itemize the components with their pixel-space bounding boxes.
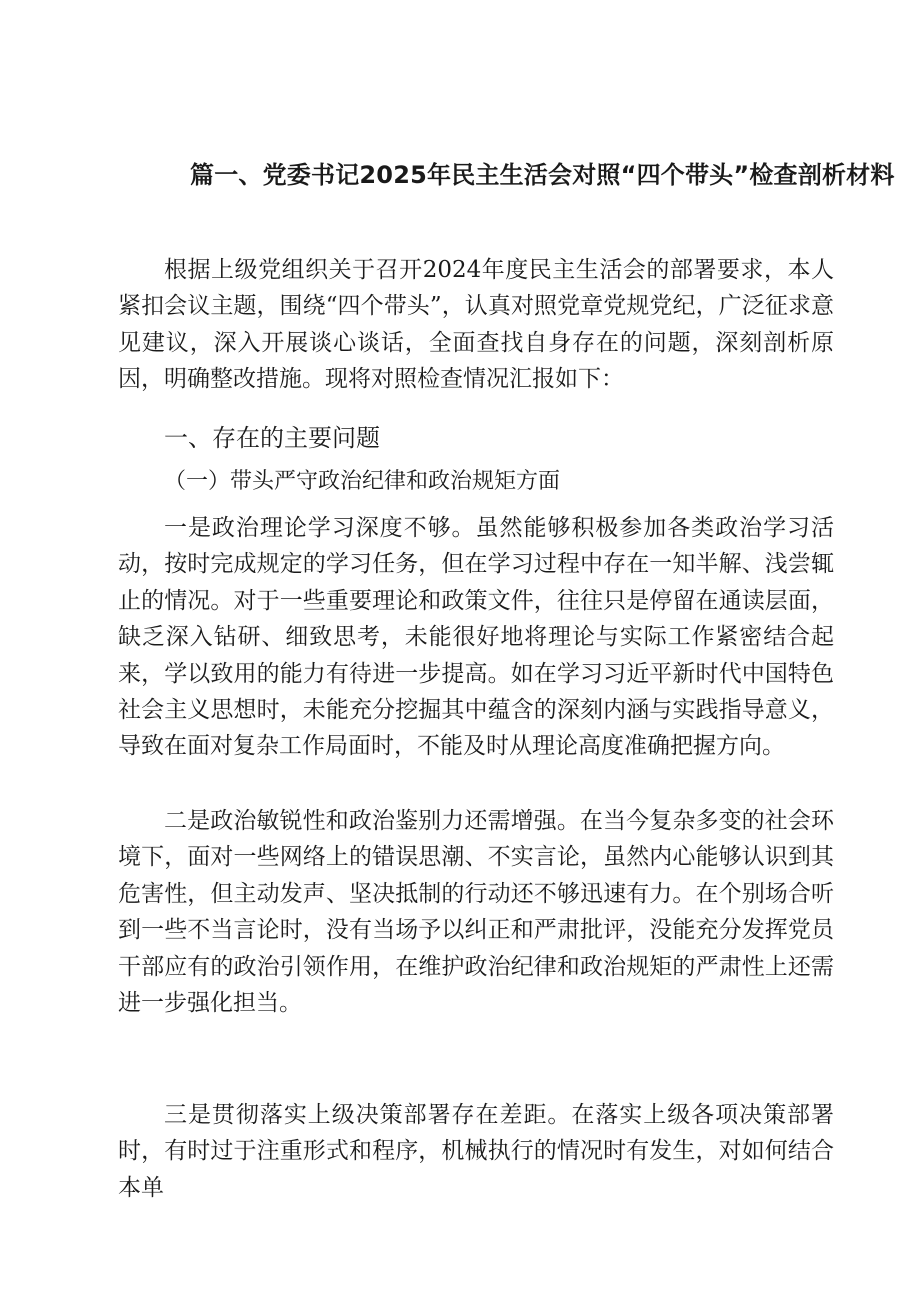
body-paragraph: 二是政治敏锐性和政治鉴别力还需增强。在当今复杂多变的社会环境下，面对一些网络上的错误思潮、不实言论，虽然内心能够认识到其危害性，但主动发声、坚决抵制的行动还不够迅速有力。在个别场合听到一些不当言论时，没有当场予以纠正和严肃批评，没能充分发挥党员干部应有的政治引领作用，在维护政治纪律和政治规矩的严肃性上还需进一步强化担当。: [118, 808, 834, 1017]
body-paragraph: 三是贯彻落实上级决策部署存在差距。在落实上级各项决策部署时，有时过于注重形式和程序，机械执行的情况时有发生，对如何结合本单: [118, 1102, 834, 1201]
body-paragraph: 一是政治理论学习深度不够。虽然能够积极参加各类政治学习活动，按时完成规定的学习任务，但在学习过程中存在一知半解、浅尝辄止的情况。对于一些重要理论和政策文件，往往只是停留在通读层面，缺乏深入钻研、细致思考，未能很好地将理论与实际工作紧密结合起来，学以致用的能力有待进一步提高。如在学习习近平新时代中国特色社会主义思想时，未能充分挖掘其中蕴含的深刻内涵与实践指导意义，导致在面对复杂工作局面时，不能及时从理论高度准确把握方向。: [118, 515, 834, 760]
document-title: 篇一、党委书记2025年民主生活会对照“四个带头”检查剖析材料: [190, 161, 895, 189]
subsection-heading: （一）带头严守政治纪律和政治规矩方面: [164, 469, 561, 494]
section-heading: 一、存在的主要问题: [164, 424, 380, 452]
intro-paragraph: 根据上级党组织关于召开2024年度民主生活会的部署要求，本人紧扣会议主题，围绕“四个带头”，认真对照党章党规党纪，广泛征求意见建议，深入开展谈心谈话，全面查找自身存在的问题，深刻剖析原因，明确整改措施。现将对照检查情况汇报如下：: [118, 257, 834, 393]
